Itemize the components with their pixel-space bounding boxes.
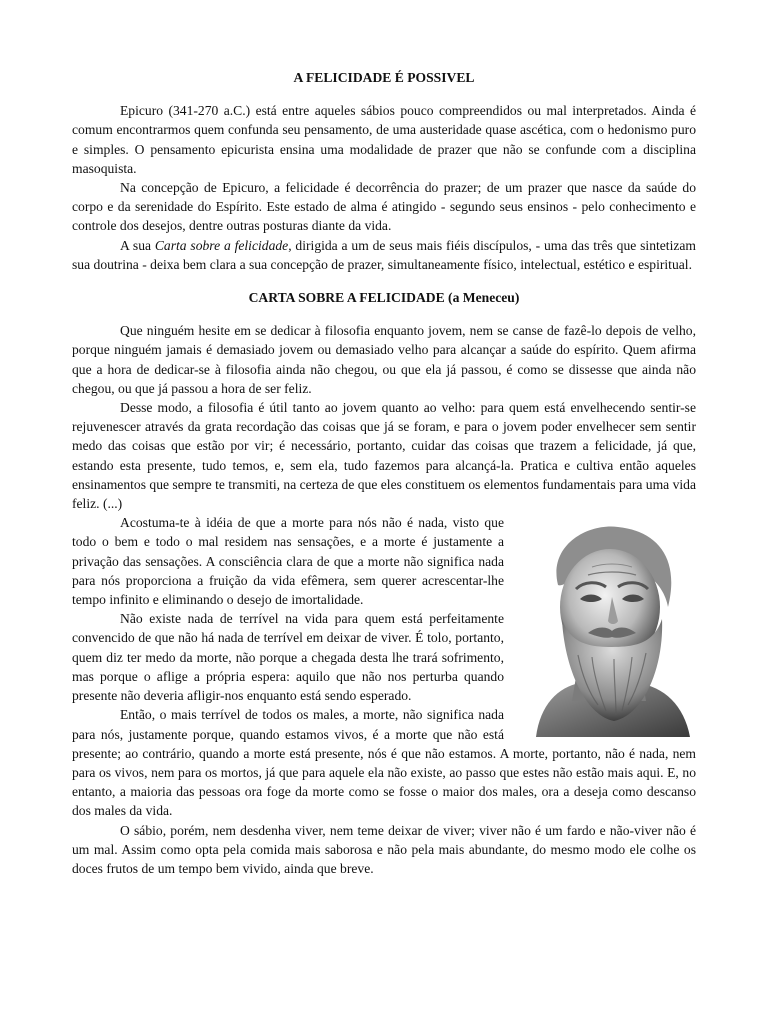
intro-paragraph-3 (72, 236, 696, 274)
intro-3-after: , dirigida a um de seus mais fiéis discípulos, - uma das três que sintetizam sua doutrina - deixa bem clara a sua concepção de prazer, simultaneamente físico, intelectual, estético e espiritual. (72, 237, 697, 272)
letter-paragraph-6: O sábio, porém, nem desdenha viver, nem teme deixar de viver; viver não é um fardo e não-viver não é um mal. Assim como opta pela comida mais saborosa e não pela mais abundante, do mesmo modo ele colhe os doces frutos de um tempo bem vivido, ainda que breve. (72, 822, 696, 876)
intro-3-before: A sua (120, 237, 155, 253)
section-subtitle: CARTA SOBRE A FELICIDADE (a Meneceu) (248, 290, 520, 306)
letter-paragraph-4: Não existe nada de terrível na vida para quem está perfeitamente convencido de que não há nada de terrível em deixar de viver. É tolo, portanto, quem diz ter medo da morte, não porque a chegada desta lhe trará sofrimento, mas porque o aflige a própria espera: aquilo que não nos perturba quando presente não deveria afligir-nos enquanto está sendo esperado. (72, 611, 504, 704)
letter-paragraph-3: Acostuma-te à idéia de que a morte para nós não é nada, visto que todo o bem e todo o mal residem nas sensações, e a morte é justamente a privação das sensações. A consciência clara de que a morte não significa nada para nós proporciona a fruição da vida efêmera, sem querer acrescentar-lhe tempo infinito e eliminando o desejo de imortalidade. (72, 515, 504, 608)
intro-paragraph-1: Epicuro (341-270 a.C.) está entre aqueles sábios pouco compreendidos ou mal interpretados. Ainda é comum encontrarmos quem confunda seu pensamento, de uma austeridade quase ascética, com o hedonismo puro e simples. O pensamento epicurista ensina uma modalidade de prazer que não se confunde com a disciplina masoquista. (72, 103, 696, 176)
letter-paragraph-2: Desse modo, a filosofia é útil tanto ao jovem quanto ao velho: para quem está envelhecendo sentir-se rejuvenescer através da grata recordação das coisas que já se foram, e para o jovem poder envelhecer sem sentir medo das coisas que estão por vir; é necessário, portanto, cuidar das coisas que trazem a felicidade, já que, estando esta presente, tudo temos, e, sem ela, tudo fazemos para alcançá-la. Pratica e cultiva então aqueles ensinamentos que sempre te transmiti, na certeza de que eles constituem os elementos fundamentais para uma vida feliz. (...) (72, 400, 696, 512)
page-title: A FELICIDADE É POSSIVEL (293, 70, 475, 85)
letter-paragraph-5: Então, o mais terrível de todos os males, a morte, não significa nada para nós, justamente porque, quando estamos vivos, é a morte que não está presente; ao contrário, quando a morte está presente, nós é que não estamos. A morte, portanto, não é nada, nem para os vivos, nem para os mortos, já que para aquele ela não existe, ao passo que estes não estão mais aqui. E, no entanto, a maioria das pessoas ora foge da morte como se fosse o maior dos males, ora a deseja como descanso dos males da vida. (72, 707, 696, 819)
letter-title-italic: Carta sobre a felicidade (154, 237, 289, 253)
intro-paragraph-2: Na concepção de Epicuro, a felicidade é decorrência do prazer; de um prazer que nasce da saúde do corpo e da serenidade do Espírito. Este estado de alma é atingido - segundo seus ensinos - pelo conhecimento e controle dos desejos, dentre outras posturas diante da vida. (72, 180, 696, 234)
epicurus-bust-image (518, 515, 700, 737)
bust-illustration (518, 515, 700, 737)
letter-paragraph-1: Que ninguém hesite em se dedicar à filosofia enquanto jovem, nem se canse de fazê-lo depois de velho, porque ninguém jamais é demasiado jovem ou demasiado velho para alcançar a saúde do espírito. Quem afirma que a hora de dedicar-se à filosofia ainda não chegou, ou que ela já passou, é como se dissesse que ainda não chegou, ou que já passou a hora de ser feliz. (72, 323, 696, 396)
document-page (72, 62, 696, 878)
